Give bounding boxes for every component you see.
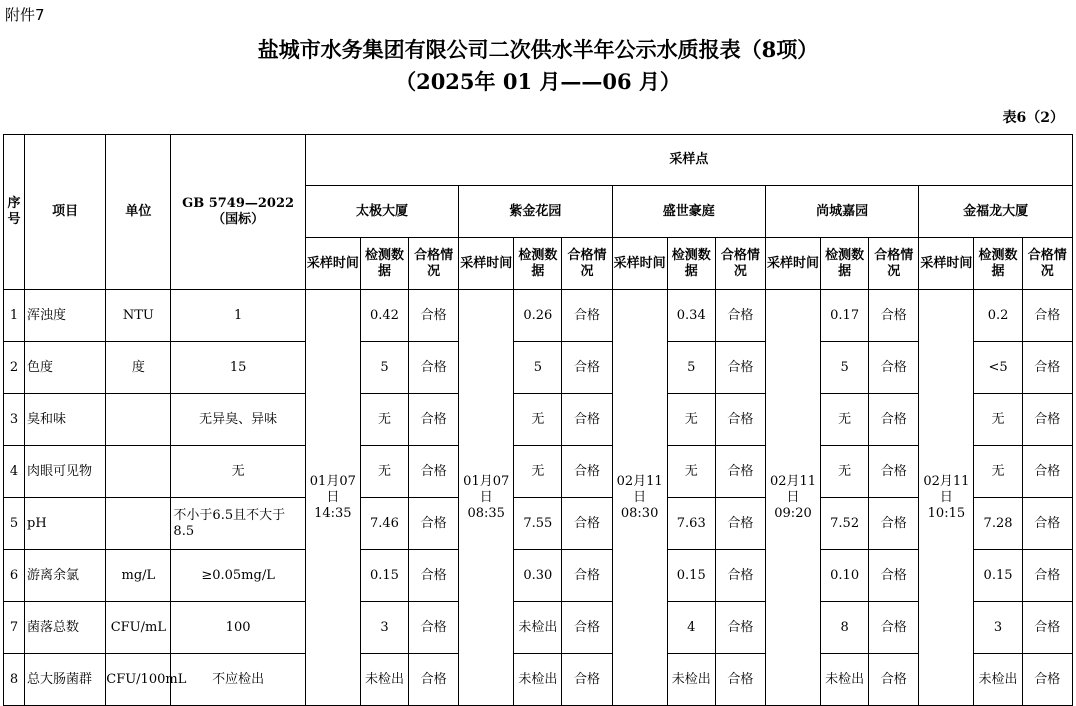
sampling-time: 01月07日 08:35 (459, 290, 514, 706)
test-value: 0.15 (360, 550, 408, 602)
pass-status: 合格 (1022, 342, 1072, 394)
subheader-sampling-time: 采样时间 (459, 238, 514, 290)
test-value: 无 (974, 394, 1022, 446)
row-item: 肉眼可见物 (25, 446, 106, 498)
header-index: 序号 (4, 135, 25, 290)
pass-status: 合格 (1022, 394, 1072, 446)
test-value: 7.55 (514, 498, 562, 550)
pass-status: 合格 (562, 290, 612, 342)
pass-status: 合格 (869, 342, 919, 394)
table-row (4, 602, 1073, 654)
test-value: 无 (821, 446, 869, 498)
row-item: 浑浊度 (25, 290, 106, 342)
sampling-time: 02月11日 10:15 (919, 290, 974, 706)
pass-status: 合格 (409, 654, 459, 706)
row-standard: 无异臭、异味 (171, 394, 305, 446)
header-sampling-points: 采样点 (305, 135, 1072, 186)
subheader-sampling-time: 采样时间 (612, 238, 667, 290)
pass-status: 合格 (715, 290, 765, 342)
table-row (4, 498, 1073, 550)
test-value: 3 (974, 602, 1022, 654)
site-name: 盛世豪庭 (612, 186, 765, 238)
pass-status: 合格 (715, 602, 765, 654)
subheader-test-data: 检测数据 (667, 238, 715, 290)
test-value: 无 (360, 394, 408, 446)
test-value: 0.15 (667, 550, 715, 602)
test-value: 0.42 (360, 290, 408, 342)
subheader-test-data: 检测数据 (974, 238, 1022, 290)
subheader-status: 合格情况 (715, 238, 765, 290)
test-value: 无 (667, 394, 715, 446)
pass-status: 合格 (562, 602, 612, 654)
test-value: 未检出 (514, 654, 562, 706)
test-value: 7.52 (821, 498, 869, 550)
test-value: 无 (974, 446, 1022, 498)
subheader-sampling-time: 采样时间 (919, 238, 974, 290)
pass-status: 合格 (409, 394, 459, 446)
pass-status: 合格 (562, 342, 612, 394)
subheader-test-data: 检测数据 (514, 238, 562, 290)
pass-status: 合格 (409, 446, 459, 498)
header-unit: 单位 (106, 135, 171, 290)
subheader-status: 合格情况 (562, 238, 612, 290)
test-value: 0.10 (821, 550, 869, 602)
pass-status: 合格 (715, 394, 765, 446)
row-index: 3 (4, 394, 25, 446)
pass-status: 合格 (1022, 290, 1072, 342)
pass-status: 合格 (715, 654, 765, 706)
pass-status: 合格 (715, 342, 765, 394)
pass-status: 合格 (409, 342, 459, 394)
test-value: 未检出 (821, 654, 869, 706)
subheader-test-data: 检测数据 (821, 238, 869, 290)
test-value: 0.2 (974, 290, 1022, 342)
row-standard: 100 (171, 602, 305, 654)
row-standard: 15 (171, 342, 305, 394)
pass-status: 合格 (409, 602, 459, 654)
row-index: 4 (4, 446, 25, 498)
sampling-time: 02月11日 08:30 (612, 290, 667, 706)
subheader-sampling-time: 采样时间 (765, 238, 820, 290)
site-name: 紫金花园 (459, 186, 612, 238)
sampling-time: 01月07日 14:35 (305, 290, 360, 706)
row-unit: mg/L (106, 550, 171, 602)
report-title: 盐城市水务集团有限公司二次供水半年公示水质报表（8项） (257, 37, 819, 62)
subheader-status: 合格情况 (409, 238, 459, 290)
test-value: 5 (514, 342, 562, 394)
row-standard: 不应检出 (171, 654, 305, 706)
row-item: 游离余氯 (25, 550, 106, 602)
row-index: 7 (4, 602, 25, 654)
pass-status: 合格 (409, 550, 459, 602)
pass-status: 合格 (869, 394, 919, 446)
table-row (4, 394, 1073, 446)
row-unit: 度 (106, 342, 171, 394)
pass-status: 合格 (562, 550, 612, 602)
table-row (4, 550, 1073, 602)
row-unit (106, 498, 171, 550)
pass-status: 合格 (869, 290, 919, 342)
test-value: 未检出 (514, 602, 562, 654)
pass-status: 合格 (715, 498, 765, 550)
pass-status: 合格 (869, 602, 919, 654)
pass-status: 合格 (1022, 654, 1072, 706)
sampling-time: 02月11日 09:20 (765, 290, 820, 706)
row-unit (106, 394, 171, 446)
pass-status: 合格 (715, 446, 765, 498)
row-unit (106, 446, 171, 498)
test-value: 无 (821, 394, 869, 446)
row-standard: 不小于6.5且不大于8.5 (171, 498, 305, 550)
pass-status: 合格 (562, 654, 612, 706)
row-item: 臭和味 (25, 394, 106, 446)
pass-status: 合格 (1022, 602, 1072, 654)
row-index: 2 (4, 342, 25, 394)
row-item: 色度 (25, 342, 106, 394)
test-value: 无 (514, 446, 562, 498)
test-value: 未检出 (360, 654, 408, 706)
table-row (4, 654, 1073, 706)
test-value: 7.63 (667, 498, 715, 550)
site-name: 太极大厦 (305, 186, 458, 238)
pass-status: 合格 (869, 654, 919, 706)
report-period: （2025年 01 月——06 月） (395, 69, 681, 94)
test-value: 7.28 (974, 498, 1022, 550)
table-row (4, 342, 1073, 394)
test-value: 5 (360, 342, 408, 394)
test-value: <5 (974, 342, 1022, 394)
test-value: 0.26 (514, 290, 562, 342)
pass-status: 合格 (869, 550, 919, 602)
subheader-status: 合格情况 (869, 238, 919, 290)
row-item: 总大肠菌群 (25, 654, 106, 706)
attachment-label: 附件7 (5, 6, 45, 24)
pass-status: 合格 (562, 394, 612, 446)
test-value: 0.17 (821, 290, 869, 342)
row-standard: ≥0.05mg/L (171, 550, 305, 602)
header-standard: GB 5749—2022（国标） (171, 135, 305, 290)
row-unit: NTU (106, 290, 171, 342)
pass-status: 合格 (409, 498, 459, 550)
test-value: 0.34 (667, 290, 715, 342)
table-number: 表6（2） (1002, 110, 1064, 126)
row-standard: 1 (171, 290, 305, 342)
test-value: 5 (821, 342, 869, 394)
test-value: 无 (360, 446, 408, 498)
test-value: 0.30 (514, 550, 562, 602)
subheader-test-data: 检测数据 (360, 238, 408, 290)
row-unit: CFU/100mL (106, 654, 171, 706)
pass-status: 合格 (715, 550, 765, 602)
subheader-status: 合格情况 (1022, 238, 1072, 290)
site-name: 尚城嘉园 (765, 186, 918, 238)
test-value: 3 (360, 602, 408, 654)
test-value: 7.46 (360, 498, 408, 550)
table-row (4, 446, 1073, 498)
test-value: 未检出 (667, 654, 715, 706)
row-unit: CFU/mL (106, 602, 171, 654)
water-quality-table (3, 134, 1073, 706)
test-value: 8 (821, 602, 869, 654)
test-value: 0.15 (974, 550, 1022, 602)
pass-status: 合格 (562, 446, 612, 498)
row-item: pH (25, 498, 106, 550)
pass-status: 合格 (1022, 498, 1072, 550)
pass-status: 合格 (1022, 550, 1072, 602)
test-value: 无 (667, 446, 715, 498)
header-item: 项目 (25, 135, 106, 290)
row-index: 6 (4, 550, 25, 602)
row-index: 8 (4, 654, 25, 706)
row-item: 菌落总数 (25, 602, 106, 654)
pass-status: 合格 (1022, 446, 1072, 498)
pass-status: 合格 (562, 498, 612, 550)
site-name: 金福龙大厦 (919, 186, 1073, 238)
test-value: 无 (514, 394, 562, 446)
row-standard: 无 (171, 446, 305, 498)
test-value: 未检出 (974, 654, 1022, 706)
test-value: 4 (667, 602, 715, 654)
pass-status: 合格 (869, 498, 919, 550)
pass-status: 合格 (869, 446, 919, 498)
test-value: 5 (667, 342, 715, 394)
subheader-sampling-time: 采样时间 (305, 238, 360, 290)
pass-status: 合格 (409, 290, 459, 342)
table-row (4, 290, 1073, 342)
row-index: 1 (4, 290, 25, 342)
row-index: 5 (4, 498, 25, 550)
